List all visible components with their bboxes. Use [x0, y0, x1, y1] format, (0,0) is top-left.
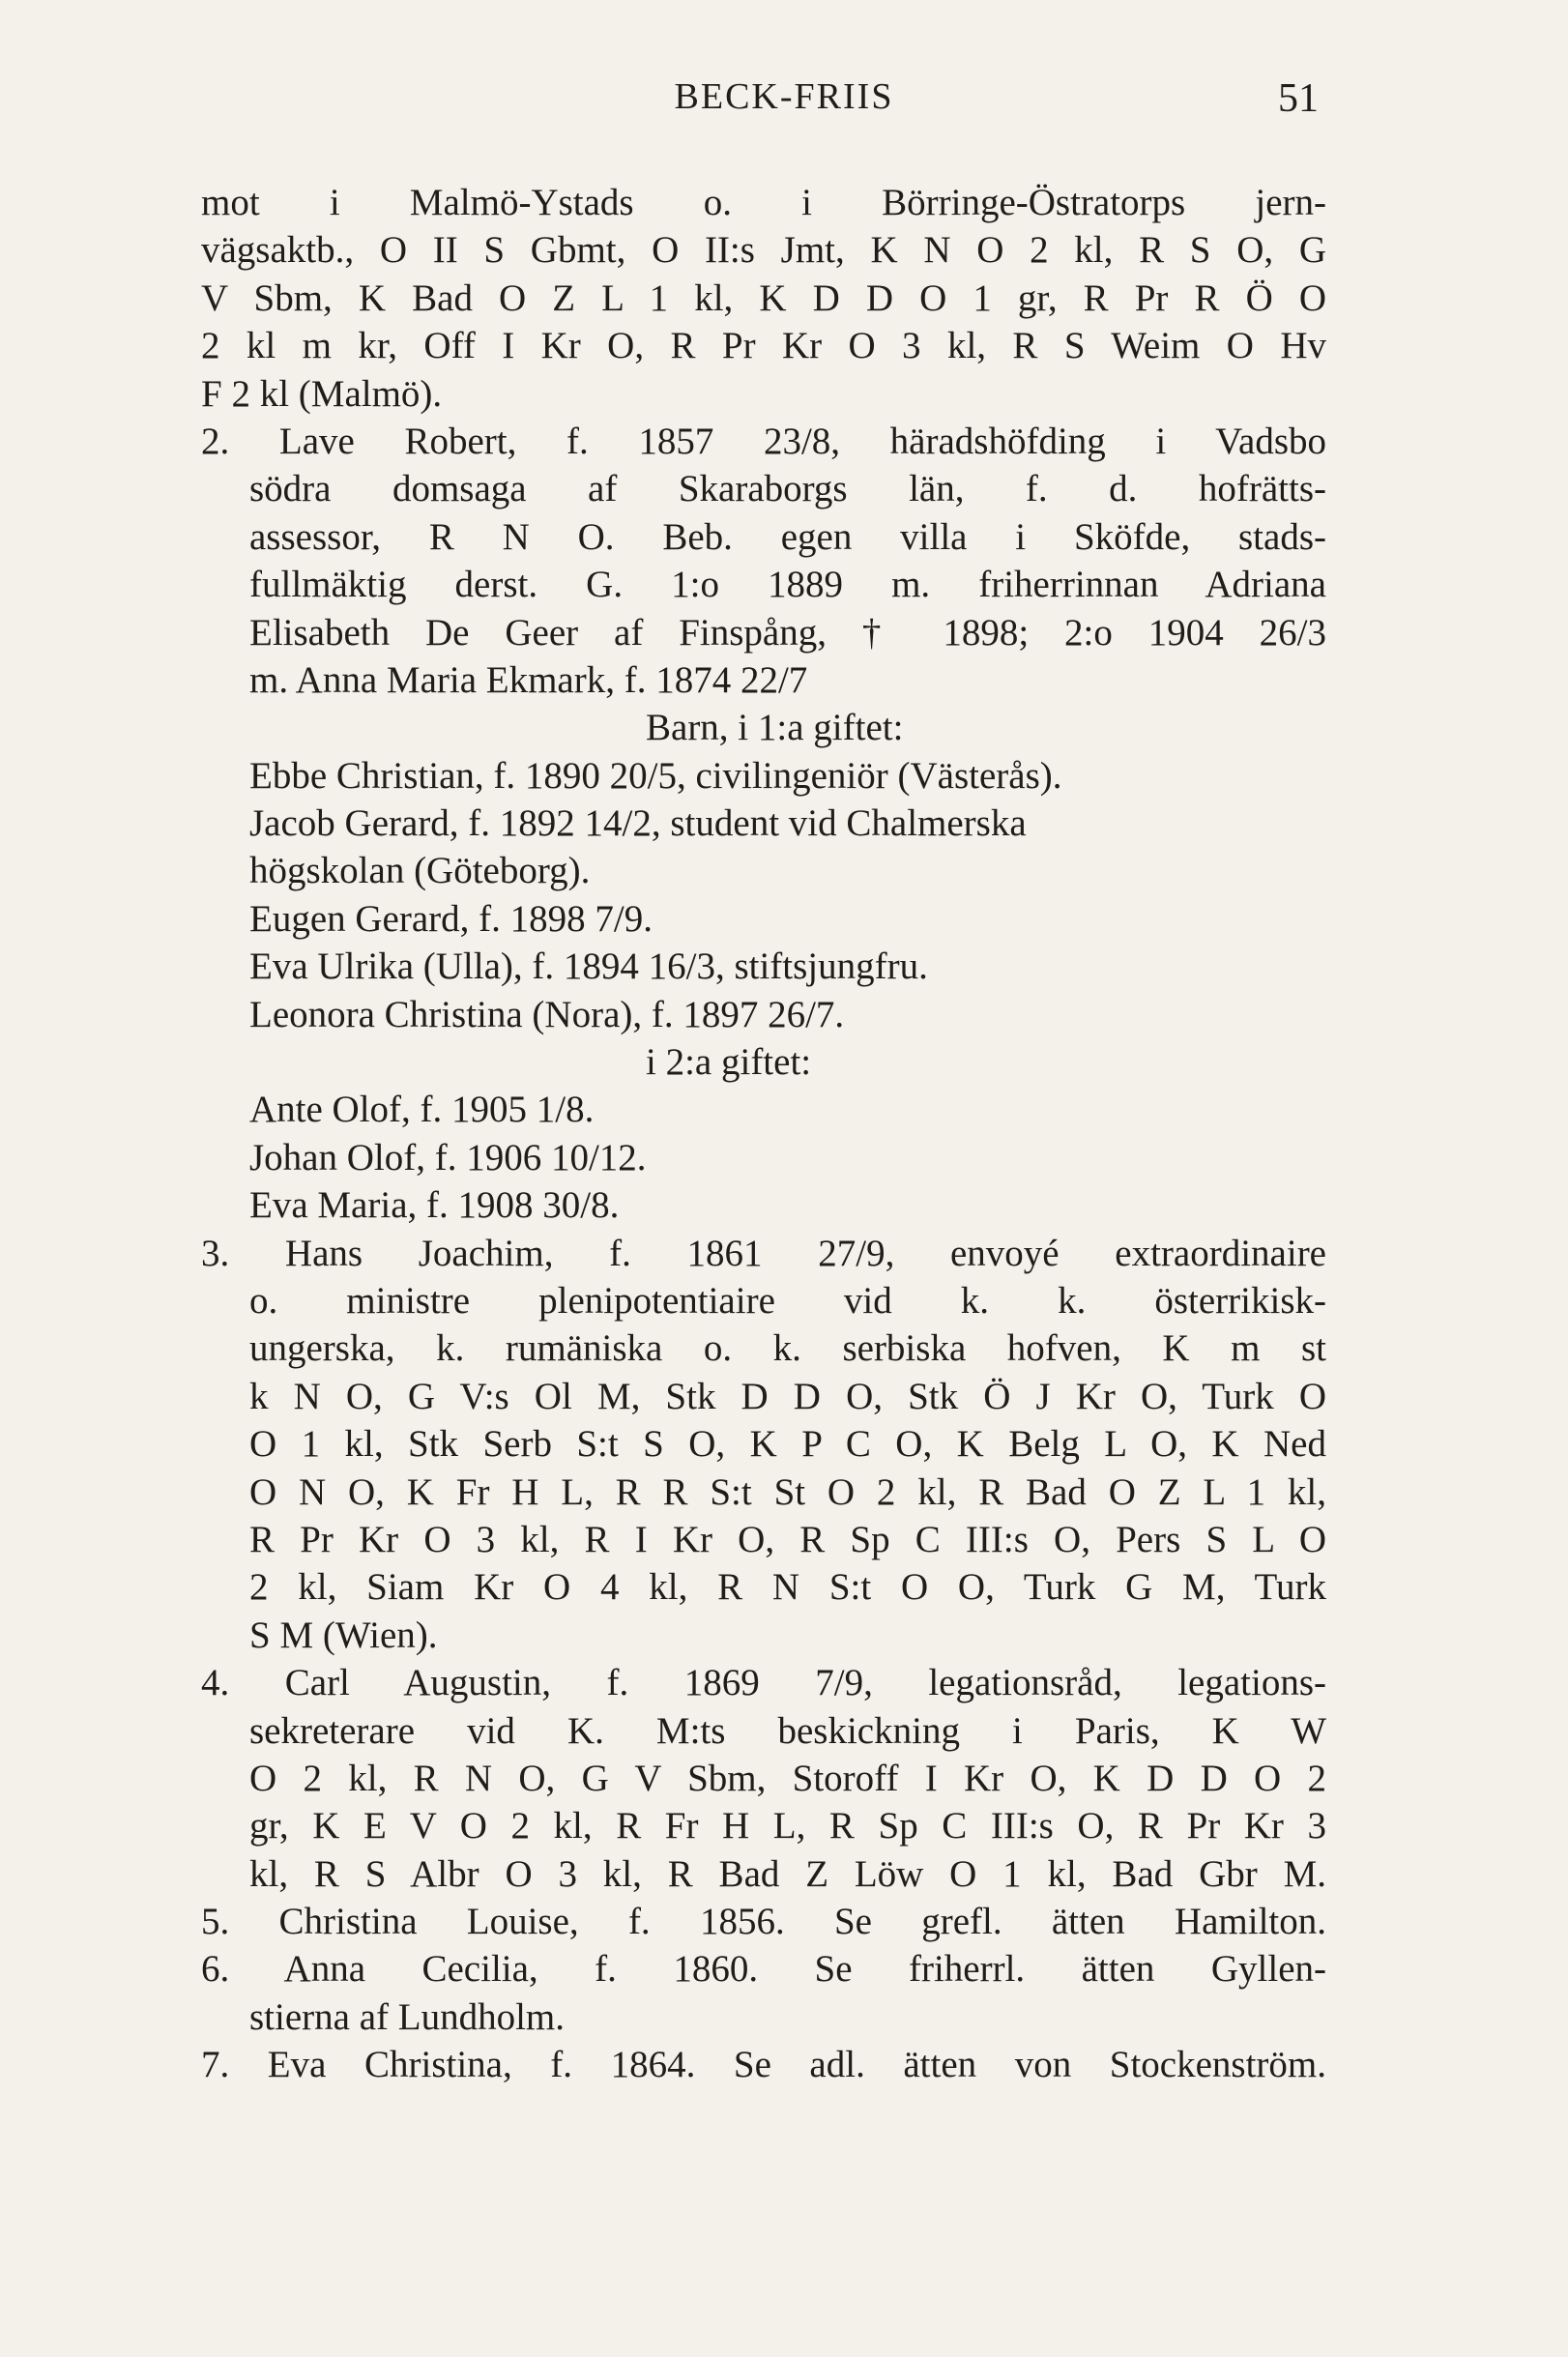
text-line: O 1 kl, Stk Serb S:t S O, K P C O, K Belg L O, K Ned [249, 1423, 1326, 1466]
text-line: 2 kl m kr, Off I Kr O, R Pr Kr O 3 kl, R S Weim O Hv [201, 325, 1326, 367]
text-line: mot i Malmö-Ystads o. i Börringe-Östratorps jern- [201, 182, 1326, 223]
text-line: 2. Lave Robert, f. 1857 23/8, häradshöfding i Vadsbo [201, 420, 1326, 462]
text-line: S M (Wien). [249, 1614, 438, 1656]
text-line: Jacob Gerard, f. 1892 14/2, student vid Chalmerska [249, 802, 1027, 845]
text-line: högskolan (Göteborg). [249, 850, 591, 892]
text-line: Ebbe Christian, f. 1890 20/5, civilingeniör (Västerås). [249, 754, 1062, 797]
text-line: 7. Eva Christina, f. 1864. Se adl. ätten von Stockenström. [201, 2044, 1326, 2086]
text-line: O N O, K Fr H L, R R S:t St O 2 kl, R Bad O Z L 1 kl, [249, 1470, 1326, 1513]
text-line: 4. Carl Augustin, f. 1869 7/9, legationsråd, legations- [201, 1662, 1326, 1704]
text-line: o. ministre plenipotentiaire vid k. k. österrikisk- [249, 1279, 1326, 1322]
text-line: fullmäktig derst. G. 1:o 1889 m. friherrinnan Adriana [249, 564, 1326, 606]
text-line: Eva Maria, f. 1908 30/8. [249, 1184, 620, 1227]
text-line: 5. Christina Louise, f. 1856. Se grefl. ätten Hamilton. [201, 1901, 1326, 1943]
text-line: sekreterare vid K. M:ts beskickning i Paris, K W [249, 1709, 1326, 1752]
text-line: Barn, i 1:a giftet: [646, 707, 904, 749]
text-line: 2 kl, Siam Kr O 4 kl, R N S:t O O, Turk G M, Turk [249, 1566, 1326, 1609]
text-line: Elisabeth De Geer af Finspång, † 1898; 2:o 1904 26/3 [249, 611, 1326, 654]
text-line: Eugen Gerard, f. 1898 7/9. [249, 897, 653, 940]
text-line: kl, R S Albr O 3 kl, R Bad Z Löw O 1 kl, Bad Gbr M. [249, 1852, 1326, 1895]
text-line: R Pr Kr O 3 kl, R I Kr O, R Sp C III:s O, Pers S L O [249, 1518, 1326, 1560]
text-line: gr, K E V O 2 kl, R Fr H L, R Sp C III:s O, R Pr Kr 3 [249, 1805, 1326, 1848]
running-header [0, 75, 1568, 133]
text-line: vägsaktb., O II S Gbmt, O II:s Jmt, K N O 2 kl, R S O, G [201, 229, 1326, 272]
text-line: m. Anna Maria Ekmark, f. 1874 22/7 [249, 658, 808, 701]
text-line: 6. Anna Cecilia, f. 1860. Se friherrl. ätten Gyllen- [201, 1948, 1326, 1991]
text-line: O 2 kl, R N O, G V Sbm, Storoff I Kr O, K D D O 2 [249, 1757, 1326, 1799]
text-line: Leonora Christina (Nora), f. 1897 26/7. [249, 993, 845, 1035]
text-line: k N O, G V:s Ol M, Stk D D O, Stk Ö J Kr O, Turk O [249, 1375, 1326, 1417]
text-line: Ante Olof, f. 1905 1/8. [249, 1089, 595, 1131]
text-line: ungerska, k. rumäniska o. k. serbiska hofven, K m st [249, 1327, 1326, 1370]
header-title: BECK-FRIIS [674, 76, 894, 117]
body-text [201, 179, 1326, 2089]
text-line: Johan Olof, f. 1906 10/12. [249, 1136, 647, 1178]
text-line: assessor, R N O. Beb. egen villa i Sköfde, stads- [249, 515, 1326, 558]
text-line: i 2:a giftet: [646, 1041, 812, 1084]
text-line: stierna af Lundholm. [249, 1995, 565, 2038]
text-line: Eva Ulrika (Ulla), f. 1894 16/3, stiftsjungfru. [249, 946, 928, 988]
text-line: F 2 kl (Malmö). [201, 372, 443, 415]
page-number: 51 [1278, 76, 1319, 121]
text-line: södra domsaga af Skaraborgs län, f. d. hofrätts- [249, 468, 1326, 510]
text-line: 3. Hans Joachim, f. 1861 27/9, envoyé extraordinaire [201, 1232, 1326, 1274]
text-line: V Sbm, K Bad O Z L 1 kl, K D D O 1 gr, R Pr R Ö O [201, 276, 1326, 319]
